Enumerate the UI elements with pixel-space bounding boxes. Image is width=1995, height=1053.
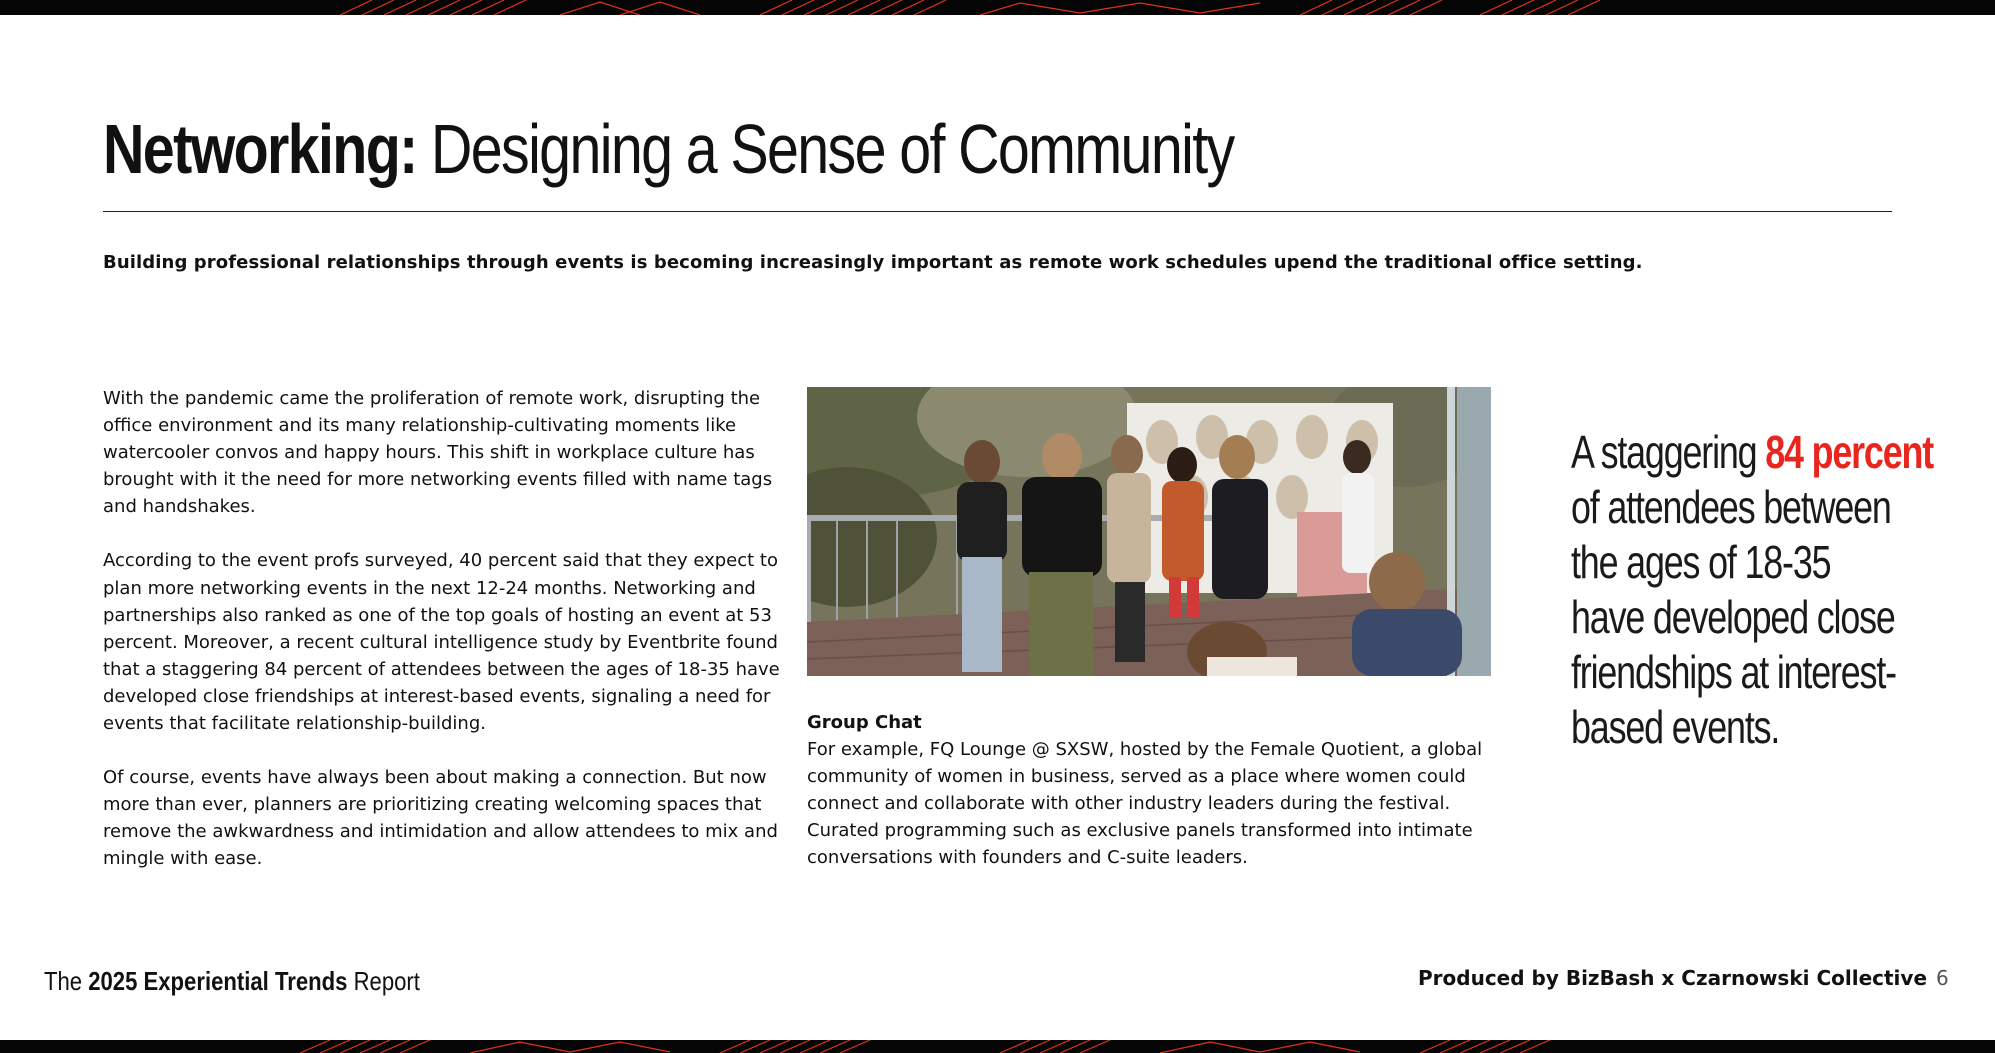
- title-divider: [103, 211, 1892, 212]
- event-photo: [807, 387, 1491, 676]
- report-title-bold: 2025 Experiential Trends: [88, 966, 348, 996]
- body-paragraph-1: With the pandemic came the proliferation of remote work, disrupting the office environment and its many relationship-cultivating moments like watercooler convos and happy hours. This shift in workplace culture has brought with it the need for more networking events filled with name tags and handshakes.: [103, 388, 773, 518]
- body-paragraph-2: According to the event profs surveyed, 40 percent said that they expect to plan more networking events in the next 12-24 months. Networking and partnerships also ranked as one of the top goals of hosting an event at 53 percent. Moreover, a recent cultural intelligence study by Eventbrite found that a staggering 84 percent of attendees between the ages of 18-35 have developed close friendships at interest-based events, signaling a need for events that facilitate relationship-building.: [103, 550, 780, 735]
- pull-quote-line-2: of attendees between: [1571, 481, 1891, 533]
- report-title: [44, 964, 420, 998]
- producer-credit: Produced by BizBash x Czarnowski Collective: [1418, 966, 1928, 990]
- lede-text: Building professional relationships through events is becoming increasingly important as remote work schedules upend the traditional office setting.: [103, 252, 1643, 273]
- page-number: 6: [1936, 966, 1949, 990]
- bottom-decorative-band: [0, 1040, 1995, 1053]
- pull-quote-lead: A staggering: [1571, 426, 1766, 478]
- pull-quote-line-4: have developed close: [1571, 591, 1895, 643]
- report-title-prefix: The: [44, 966, 89, 996]
- pull-quote-line-3: the ages of 18-35: [1571, 536, 1831, 588]
- body-paragraph-3: Of course, events have always been about making a connection. But now more than ever, planners are prioritizing creating welcoming spaces that remove the awkwardness and intimidation and allow attendees to mix and mingle with ease.: [103, 767, 778, 870]
- title-light: Designing a Sense of Community: [416, 110, 1234, 188]
- page-title: [103, 104, 1234, 194]
- body-column: [103, 385, 783, 900]
- caption-title: Group Chat: [807, 712, 922, 733]
- pull-quote-line-1: [1571, 425, 1934, 480]
- bottom-band-pattern: [0, 1040, 1995, 1053]
- title-bold: Networking:: [103, 110, 417, 188]
- top-band-pattern: [0, 0, 1995, 15]
- top-decorative-band: [0, 0, 1995, 15]
- pull-quote-line-5: friendships at interest-: [1571, 646, 1896, 698]
- photo-caption: [807, 709, 1497, 872]
- caption-text: For example, FQ Lounge @ SXSW, hosted by the Female Quotient, a global community of women in business, served as a place where women could connect and collaborate with other industry leaders during the festival. Curated programming such as exclusive panels transformed into intimate conversations with founders and C-suite leaders.: [807, 739, 1483, 869]
- report-title-suffix: Report: [347, 966, 420, 996]
- pull-quote: [1571, 425, 1934, 755]
- pull-quote-line-6: based events.: [1571, 701, 1780, 753]
- pull-quote-highlight: 84 percent: [1765, 426, 1934, 478]
